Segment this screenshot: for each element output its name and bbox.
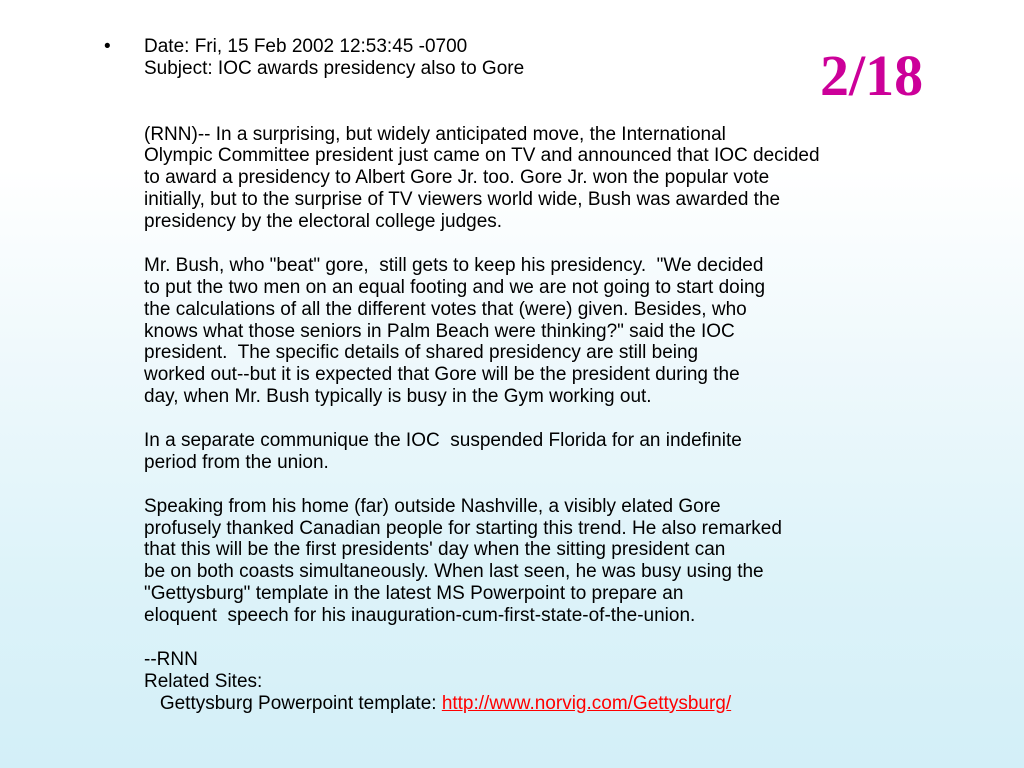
spacer (144, 233, 1004, 255)
related-site-item (144, 693, 1004, 715)
text-line: (RNN)-- In a surprising, but widely anticipated move, the International (144, 123, 726, 145)
text-line: presidency by the electoral college judges. (144, 211, 503, 233)
spacer (144, 102, 1004, 124)
text-line: to award a presidency to Albert Gore Jr. too. Gore Jr. won the popular vote (144, 167, 770, 189)
text-line: be on both coasts simultaneously. When last seen, he was busy using the (144, 561, 764, 583)
paragraph-gore (144, 496, 1004, 627)
text-line: In a separate communique the IOC suspended Florida for an indefinite (144, 430, 742, 452)
paragraph-announcement (144, 124, 1004, 233)
slide-number: 2/18 (820, 43, 924, 108)
text-line: to put the two men on an equal footing and we are not going to start doing (144, 276, 766, 298)
gettysburg-link[interactable]: http://www.norvig.com/Gettysburg/ (441, 692, 732, 714)
related-site-label: Gettysburg Powerpoint template: (144, 692, 442, 714)
spacer (144, 474, 1004, 496)
signature: --RNN (144, 648, 198, 670)
email-subject: Subject: IOC awards presidency also to Gore (144, 57, 525, 79)
text-line: day, when Mr. Bush typically is busy in the Gym working out. (144, 386, 652, 408)
text-line: period from the union. (144, 451, 329, 473)
text-line: profusely thanked Canadian people for starting this trend. He also remarked (144, 517, 782, 539)
email-body (144, 36, 1004, 715)
text-line: the calculations of all the different votes that (were) given. Besides, who (144, 298, 747, 320)
text-line: knows what those seniors in Palm Beach were thinking?" said the IOC (144, 320, 735, 342)
text-line: president. The specific details of shared presidency are still being (144, 342, 699, 364)
text-line: that this will be the first presidents' day when the sitting president can (144, 539, 726, 561)
paragraph-florida (144, 430, 1004, 474)
related-sites-heading: Related Sites: (144, 670, 263, 692)
email-date: Date: Fri, 15 Feb 2002 12:53:45 -0700 (144, 36, 468, 57)
bullet-marker: • (104, 36, 111, 57)
paragraph-bush (144, 255, 1004, 408)
text-line: worked out--but it is expected that Gore will be the president during the (144, 364, 740, 386)
text-line: Olympic Committee president just came on TV and announced that IOC decided (144, 145, 820, 167)
spacer (144, 408, 1004, 430)
spacer (144, 627, 1004, 649)
text-line: "Gettysburg" template in the latest MS Powerpoint to prepare an (144, 583, 684, 605)
text-line: initially, but to the surprise of TV viewers world wide, Bush was awarded the (144, 189, 781, 211)
text-line: Mr. Bush, who "beat" gore, still gets to keep his presidency. "We decided (144, 254, 764, 276)
text-line: Speaking from his home (far) outside Nashville, a visibly elated Gore (144, 495, 721, 517)
text-line: eloquent speech for his inauguration-cum-first-state-of-the-union. (144, 605, 696, 627)
spacer (144, 80, 1004, 102)
